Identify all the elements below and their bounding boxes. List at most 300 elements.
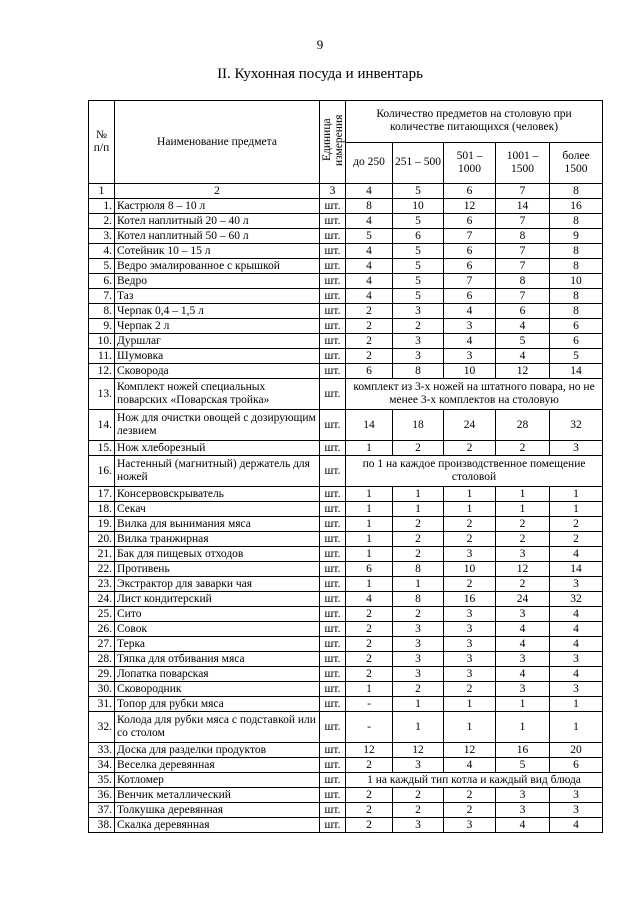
quantity-cell: 4 bbox=[346, 214, 393, 229]
quantity-cell: 8 bbox=[550, 259, 603, 274]
quantity-cell: 2 bbox=[393, 441, 444, 456]
quantity-cell: 2 bbox=[346, 607, 393, 622]
quantity-cell: 2 bbox=[496, 577, 550, 592]
quantity-cell: 4 bbox=[550, 637, 603, 652]
quantity-cell: 3 bbox=[444, 652, 496, 667]
row-number: 33. bbox=[89, 743, 115, 758]
quantity-cell: 2 bbox=[346, 788, 393, 803]
quantity-cell: 6 bbox=[550, 319, 603, 334]
quantity-cell: 2 bbox=[393, 607, 444, 622]
header-name: Наименование предмета bbox=[115, 101, 320, 184]
quantity-cell: 3 bbox=[444, 547, 496, 562]
item-unit: шт. bbox=[320, 274, 346, 289]
table-row bbox=[89, 379, 603, 410]
quantity-cell: 1 bbox=[393, 577, 444, 592]
col-number: 6 bbox=[444, 184, 496, 199]
quantity-cell: 3 bbox=[496, 547, 550, 562]
quantity-cell: 3 bbox=[393, 667, 444, 682]
row-number: 6. bbox=[89, 274, 115, 289]
table-row bbox=[89, 199, 603, 214]
quantity-cell: 4 bbox=[496, 622, 550, 637]
quantity-cell: 5 bbox=[393, 214, 444, 229]
row-number: 5. bbox=[89, 259, 115, 274]
quantity-cell: 3 bbox=[444, 349, 496, 364]
item-name: Веселка деревянная bbox=[115, 758, 320, 773]
item-unit: шт. bbox=[320, 652, 346, 667]
quantity-cell: 1 bbox=[496, 697, 550, 712]
row-number: 9. bbox=[89, 319, 115, 334]
quantity-cell: 2 bbox=[444, 788, 496, 803]
item-unit: шт. bbox=[320, 410, 346, 441]
row-number: 23. bbox=[89, 577, 115, 592]
quantity-cell: 2 bbox=[393, 547, 444, 562]
quantity-cell: 2 bbox=[550, 517, 603, 532]
item-unit: шт. bbox=[320, 758, 346, 773]
quantity-cell: 6 bbox=[444, 244, 496, 259]
quantity-cell: 12 bbox=[346, 743, 393, 758]
quantity-cell: 1 bbox=[346, 532, 393, 547]
row-number: 27. bbox=[89, 637, 115, 652]
table-row bbox=[89, 502, 603, 517]
quantity-cell: 1 bbox=[346, 547, 393, 562]
item-unit: шт. bbox=[320, 712, 346, 743]
header-row bbox=[89, 101, 603, 143]
table-row bbox=[89, 364, 603, 379]
quantity-cell: 1 bbox=[393, 487, 444, 502]
item-unit: шт. bbox=[320, 667, 346, 682]
quantity-cell: 10 bbox=[444, 562, 496, 577]
item-name: Лопатка поварская bbox=[115, 667, 320, 682]
item-name: Ведро bbox=[115, 274, 320, 289]
quantity-cell: 3 bbox=[550, 577, 603, 592]
quantity-cell: 1 bbox=[393, 712, 444, 743]
quantity-cell: 1 bbox=[346, 577, 393, 592]
item-name: Консервовскрыватель bbox=[115, 487, 320, 502]
row-number: 3. bbox=[89, 229, 115, 244]
quantity-cell: 12 bbox=[444, 743, 496, 758]
item-name: Котломер bbox=[115, 773, 320, 788]
table-row bbox=[89, 304, 603, 319]
page-number: 9 bbox=[316, 37, 324, 52]
quantity-cell: 1 bbox=[496, 502, 550, 517]
quantity-cell: 2 bbox=[346, 349, 393, 364]
section-title: II. Кухонная посуда и инвентарь bbox=[217, 66, 423, 82]
quantity-cell: 6 bbox=[346, 364, 393, 379]
quantity-cell: 4 bbox=[346, 259, 393, 274]
quantity-cell: 8 bbox=[496, 229, 550, 244]
item-name: Колода для рубки мяса с подставкой или со столом bbox=[115, 712, 320, 743]
quantity-cell: - bbox=[346, 697, 393, 712]
quantity-cell: 2 bbox=[346, 304, 393, 319]
quantity-cell: 1 bbox=[346, 502, 393, 517]
row-number: 30. bbox=[89, 682, 115, 697]
quantity-cell: 7 bbox=[496, 244, 550, 259]
item-unit: шт. bbox=[320, 199, 346, 214]
item-name: Котел наплитный 50 – 60 л bbox=[115, 229, 320, 244]
row-number: 18. bbox=[89, 502, 115, 517]
item-unit: шт. bbox=[320, 456, 346, 487]
quantity-cell: 3 bbox=[550, 441, 603, 456]
quantity-cell: 3 bbox=[393, 637, 444, 652]
quantity-cell: 5 bbox=[550, 349, 603, 364]
quantity-cell: 3 bbox=[550, 788, 603, 803]
item-unit: шт. bbox=[320, 244, 346, 259]
item-unit: шт. bbox=[320, 517, 346, 532]
item-unit: шт. bbox=[320, 289, 346, 304]
quantity-cell: 1 bbox=[550, 487, 603, 502]
col-number: 1 bbox=[89, 184, 115, 199]
row-number: 2. bbox=[89, 214, 115, 229]
header-num: № п/п bbox=[89, 101, 115, 184]
quantity-cell: 3 bbox=[393, 652, 444, 667]
item-unit: шт. bbox=[320, 349, 346, 364]
item-name: Котел наплитный 20 – 40 л bbox=[115, 214, 320, 229]
item-unit: шт. bbox=[320, 697, 346, 712]
quantity-cell: 14 bbox=[496, 199, 550, 214]
quantity-cell: 1 bbox=[550, 697, 603, 712]
quantity-cell: 2 bbox=[444, 517, 496, 532]
item-unit: шт. bbox=[320, 682, 346, 697]
quantity-cell: 8 bbox=[550, 244, 603, 259]
table-row bbox=[89, 289, 603, 304]
row-number: 14. bbox=[89, 410, 115, 441]
quantity-cell: 8 bbox=[393, 592, 444, 607]
quantity-cell: 2 bbox=[444, 803, 496, 818]
item-name: Терка bbox=[115, 637, 320, 652]
item-name: Кастрюля 8 – 10 л bbox=[115, 199, 320, 214]
quantity-cell: 8 bbox=[393, 562, 444, 577]
item-unit: шт. bbox=[320, 214, 346, 229]
quantity-cell: 14 bbox=[550, 562, 603, 577]
row-number: 36. bbox=[89, 788, 115, 803]
table-row bbox=[89, 622, 603, 637]
item-unit: шт. bbox=[320, 773, 346, 788]
quantity-cell: 14 bbox=[346, 410, 393, 441]
table-row bbox=[89, 743, 603, 758]
quantity-cell: 12 bbox=[444, 199, 496, 214]
quantity-cell: 2 bbox=[346, 803, 393, 818]
quantity-cell: 4 bbox=[346, 274, 393, 289]
inventory-table bbox=[88, 100, 603, 833]
table-row bbox=[89, 697, 603, 712]
quantity-note: 1 на каждый тип котла и каждый вид блюда bbox=[346, 773, 603, 788]
quantity-cell: 20 bbox=[550, 743, 603, 758]
quantity-cell: 2 bbox=[496, 517, 550, 532]
quantity-cell: 6 bbox=[393, 229, 444, 244]
quantity-cell: 32 bbox=[550, 592, 603, 607]
quantity-cell: 32 bbox=[550, 410, 603, 441]
quantity-cell: 16 bbox=[550, 199, 603, 214]
item-unit: шт. bbox=[320, 622, 346, 637]
quantity-cell: 2 bbox=[346, 758, 393, 773]
quantity-cell: 1 bbox=[346, 682, 393, 697]
quantity-cell: 3 bbox=[550, 652, 603, 667]
row-number: 28. bbox=[89, 652, 115, 667]
quantity-cell: 10 bbox=[393, 199, 444, 214]
item-unit: шт. bbox=[320, 319, 346, 334]
quantity-cell: 2 bbox=[346, 319, 393, 334]
item-unit: шт. bbox=[320, 441, 346, 456]
quantity-cell: 28 bbox=[496, 410, 550, 441]
item-unit: шт. bbox=[320, 532, 346, 547]
row-number: 35. bbox=[89, 773, 115, 788]
row-number: 10. bbox=[89, 334, 115, 349]
table-row bbox=[89, 441, 603, 456]
quantity-cell: 3 bbox=[444, 637, 496, 652]
quantity-cell: 12 bbox=[496, 562, 550, 577]
row-number: 1. bbox=[89, 199, 115, 214]
table-row bbox=[89, 562, 603, 577]
table-row bbox=[89, 517, 603, 532]
quantity-cell: 2 bbox=[393, 517, 444, 532]
quantity-cell: 4 bbox=[444, 758, 496, 773]
quantity-cell: 5 bbox=[393, 274, 444, 289]
item-name: Нож хлеборезный bbox=[115, 441, 320, 456]
table-row bbox=[89, 758, 603, 773]
quantity-cell: 1 bbox=[444, 697, 496, 712]
quantity-cell: 1 bbox=[393, 502, 444, 517]
table-row bbox=[89, 487, 603, 502]
quantity-cell: 6 bbox=[550, 758, 603, 773]
quantity-cell: 2 bbox=[393, 803, 444, 818]
row-number: 22. bbox=[89, 562, 115, 577]
item-name: Секач bbox=[115, 502, 320, 517]
item-name: Топор для рубки мяса bbox=[115, 697, 320, 712]
quantity-cell: 3 bbox=[393, 334, 444, 349]
quantity-cell: 3 bbox=[444, 818, 496, 833]
row-number: 31. bbox=[89, 697, 115, 712]
item-name: Комплект ножей специальных поварских «Поварская тройка» bbox=[115, 379, 320, 410]
item-unit: шт. bbox=[320, 304, 346, 319]
item-unit: шт. bbox=[320, 637, 346, 652]
quantity-cell: 3 bbox=[550, 803, 603, 818]
header-group: 251 – 500 bbox=[393, 142, 444, 184]
quantity-cell: 8 bbox=[550, 304, 603, 319]
quantity-cell: 6 bbox=[496, 304, 550, 319]
item-unit: шт. bbox=[320, 743, 346, 758]
quantity-cell: 6 bbox=[444, 214, 496, 229]
table-row bbox=[89, 592, 603, 607]
quantity-cell: 2 bbox=[444, 441, 496, 456]
item-unit: шт. bbox=[320, 607, 346, 622]
table-row bbox=[89, 410, 603, 441]
table-row bbox=[89, 229, 603, 244]
row-number: 20. bbox=[89, 532, 115, 547]
quantity-cell: 2 bbox=[346, 667, 393, 682]
quantity-cell: 3 bbox=[393, 758, 444, 773]
row-number: 24. bbox=[89, 592, 115, 607]
table-row bbox=[89, 334, 603, 349]
row-number: 15. bbox=[89, 441, 115, 456]
quantity-cell: 7 bbox=[444, 274, 496, 289]
item-name: Таз bbox=[115, 289, 320, 304]
row-number: 26. bbox=[89, 622, 115, 637]
table-row bbox=[89, 682, 603, 697]
col-number: 2 bbox=[115, 184, 320, 199]
row-number: 29. bbox=[89, 667, 115, 682]
row-number: 37. bbox=[89, 803, 115, 818]
table-row bbox=[89, 577, 603, 592]
quantity-cell: 4 bbox=[444, 334, 496, 349]
item-name: Бак для пищевых отходов bbox=[115, 547, 320, 562]
quantity-cell: 3 bbox=[393, 818, 444, 833]
quantity-cell: 1 bbox=[346, 487, 393, 502]
quantity-note: комплект из 3-х ножей на штатного повара, но не менее 3-х комплектов на столовую bbox=[346, 379, 603, 410]
quantity-cell: 4 bbox=[550, 622, 603, 637]
quantity-cell: 3 bbox=[393, 622, 444, 637]
quantity-cell: 3 bbox=[496, 803, 550, 818]
table-row bbox=[89, 803, 603, 818]
header-group: более 1500 bbox=[550, 142, 603, 184]
quantity-cell: 3 bbox=[496, 607, 550, 622]
table-row bbox=[89, 456, 603, 487]
quantity-cell: 1 bbox=[550, 712, 603, 743]
quantity-note: по 1 на каждое производственное помещение столовой bbox=[346, 456, 603, 487]
quantity-cell: 5 bbox=[393, 259, 444, 274]
quantity-cell: 4 bbox=[496, 349, 550, 364]
item-name: Шумовка bbox=[115, 349, 320, 364]
row-number: 11. bbox=[89, 349, 115, 364]
col-number: 5 bbox=[393, 184, 444, 199]
table-row bbox=[89, 532, 603, 547]
quantity-cell: 7 bbox=[496, 259, 550, 274]
quantity-cell: 5 bbox=[496, 334, 550, 349]
item-unit: шт. bbox=[320, 487, 346, 502]
quantity-cell: 2 bbox=[444, 577, 496, 592]
item-name: Дуршлаг bbox=[115, 334, 320, 349]
column-number-row bbox=[89, 184, 603, 199]
quantity-cell: 6 bbox=[346, 562, 393, 577]
quantity-cell: 14 bbox=[550, 364, 603, 379]
col-number: 3 bbox=[320, 184, 346, 199]
quantity-cell: 2 bbox=[346, 334, 393, 349]
row-number: 38. bbox=[89, 818, 115, 833]
quantity-cell: 4 bbox=[550, 607, 603, 622]
quantity-cell: 4 bbox=[346, 289, 393, 304]
item-name: Лист кондитерский bbox=[115, 592, 320, 607]
header-unit bbox=[320, 101, 346, 184]
quantity-cell: 7 bbox=[496, 289, 550, 304]
table-row bbox=[89, 319, 603, 334]
item-name: Нож для очистки овощей с дозирующим лезвием bbox=[115, 410, 320, 441]
row-number: 7. bbox=[89, 289, 115, 304]
quantity-cell: 4 bbox=[550, 547, 603, 562]
table-row bbox=[89, 244, 603, 259]
item-name: Сковородник bbox=[115, 682, 320, 697]
quantity-cell: 1 bbox=[346, 517, 393, 532]
quantity-cell: 3 bbox=[496, 652, 550, 667]
quantity-cell: 12 bbox=[496, 364, 550, 379]
quantity-cell: 1 bbox=[444, 502, 496, 517]
item-name: Черпак 2 л bbox=[115, 319, 320, 334]
quantity-cell: 2 bbox=[444, 532, 496, 547]
quantity-cell: 8 bbox=[550, 289, 603, 304]
quantity-cell: 5 bbox=[496, 758, 550, 773]
table-row bbox=[89, 607, 603, 622]
table-row bbox=[89, 547, 603, 562]
item-name: Доска для разделки продуктов bbox=[115, 743, 320, 758]
item-unit: шт. bbox=[320, 562, 346, 577]
quantity-cell: 5 bbox=[346, 229, 393, 244]
row-number: 8. bbox=[89, 304, 115, 319]
item-unit: шт. bbox=[320, 379, 346, 410]
table-row bbox=[89, 637, 603, 652]
quantity-cell: 12 bbox=[393, 743, 444, 758]
quantity-cell: 2 bbox=[496, 532, 550, 547]
quantity-cell: 4 bbox=[346, 244, 393, 259]
quantity-cell: 18 bbox=[393, 410, 444, 441]
quantity-cell: 4 bbox=[550, 818, 603, 833]
item-name: Тяпка для отбивания мяса bbox=[115, 652, 320, 667]
quantity-cell: 1 bbox=[496, 487, 550, 502]
header-group: до 250 bbox=[346, 142, 393, 184]
item-unit: шт. bbox=[320, 803, 346, 818]
row-number: 34. bbox=[89, 758, 115, 773]
row-number: 12. bbox=[89, 364, 115, 379]
table-row bbox=[89, 274, 603, 289]
quantity-cell: 4 bbox=[550, 667, 603, 682]
quantity-cell: 7 bbox=[496, 214, 550, 229]
quantity-cell: 3 bbox=[393, 349, 444, 364]
table-row bbox=[89, 818, 603, 833]
item-name: Сковорода bbox=[115, 364, 320, 379]
quantity-cell: 4 bbox=[496, 818, 550, 833]
quantity-cell: 1 bbox=[444, 487, 496, 502]
item-name: Венчик металлический bbox=[115, 788, 320, 803]
quantity-cell: 5 bbox=[393, 244, 444, 259]
item-name: Настенный (магнитный) держатель для ножей bbox=[115, 456, 320, 487]
row-number: 25. bbox=[89, 607, 115, 622]
table-row bbox=[89, 214, 603, 229]
item-name: Сито bbox=[115, 607, 320, 622]
quantity-cell: 4 bbox=[444, 304, 496, 319]
quantity-cell: - bbox=[346, 712, 393, 743]
item-unit: шт. bbox=[320, 818, 346, 833]
header-group: 501 – 1000 bbox=[444, 142, 496, 184]
col-number: 4 bbox=[346, 184, 393, 199]
quantity-cell: 2 bbox=[393, 788, 444, 803]
header-unit-text: Единица измерения bbox=[320, 114, 345, 166]
quantity-cell: 16 bbox=[444, 592, 496, 607]
row-number: 17. bbox=[89, 487, 115, 502]
item-name: Вилка транжирная bbox=[115, 532, 320, 547]
quantity-cell: 10 bbox=[444, 364, 496, 379]
quantity-cell: 8 bbox=[496, 274, 550, 289]
quantity-cell: 2 bbox=[393, 682, 444, 697]
quantity-cell: 4 bbox=[496, 667, 550, 682]
quantity-cell: 3 bbox=[550, 682, 603, 697]
quantity-cell: 8 bbox=[346, 199, 393, 214]
item-unit: шт. bbox=[320, 334, 346, 349]
table-row bbox=[89, 667, 603, 682]
quantity-cell: 1 bbox=[346, 441, 393, 456]
quantity-cell: 16 bbox=[496, 743, 550, 758]
table-row bbox=[89, 259, 603, 274]
quantity-cell: 3 bbox=[496, 788, 550, 803]
table-row bbox=[89, 788, 603, 803]
row-number: 4. bbox=[89, 244, 115, 259]
item-name: Вилка для вынимания мяса bbox=[115, 517, 320, 532]
quantity-cell: 8 bbox=[550, 214, 603, 229]
item-name: Скалка деревянная bbox=[115, 818, 320, 833]
col-number: 8 bbox=[550, 184, 603, 199]
item-name: Противень bbox=[115, 562, 320, 577]
quantity-cell: 1 bbox=[393, 697, 444, 712]
item-name: Совок bbox=[115, 622, 320, 637]
quantity-cell: 2 bbox=[346, 652, 393, 667]
quantity-cell: 1 bbox=[496, 712, 550, 743]
row-number: 13. bbox=[89, 379, 115, 410]
